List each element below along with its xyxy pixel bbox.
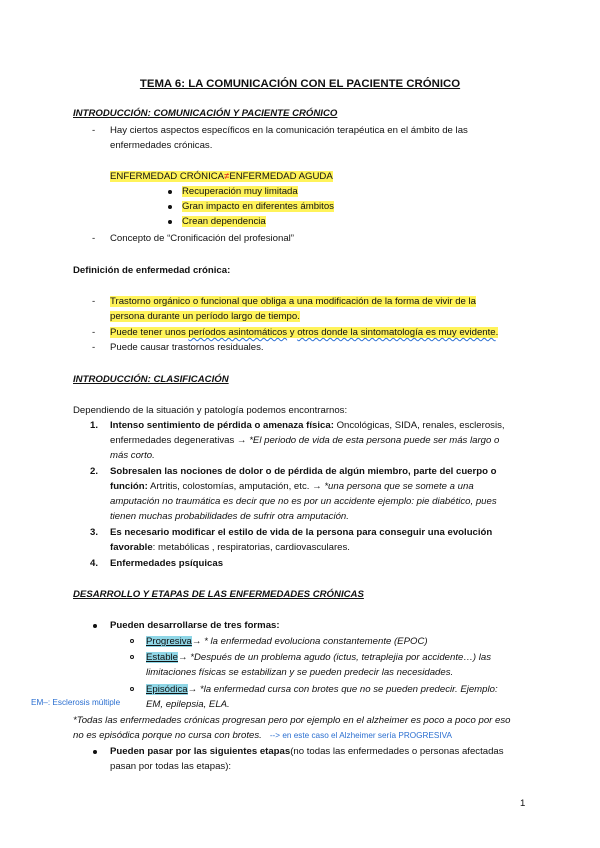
definition-item: Puede causar trastornos residuales.	[110, 342, 264, 353]
list-number: 3.	[90, 527, 99, 538]
dash-bullet: -	[92, 327, 96, 338]
section-heading-intro-communication: INTRODUCCIÓN: COMUNICACIÓN Y PACIENTE CRÓNICO	[73, 108, 338, 119]
development-item: Pueden pasar por las siguientes etapas(no todas las enfermedades o personas afectadas	[110, 746, 504, 757]
section-heading-definition: Definición de enfermedad crónica:	[73, 265, 231, 276]
classification-lead: Dependiendo de la situación y patología podemos encontrarnos:	[73, 405, 348, 416]
development-item: Pueden desarrollarse de tres formas:	[110, 620, 280, 631]
bullet-dot	[93, 750, 97, 754]
classification-item: Enfermedades psíquicas	[110, 558, 224, 569]
list-item: Recuperación muy limitada	[182, 186, 298, 197]
dash-bullet: -	[92, 342, 96, 353]
form-item-episodic-cont: EM, epilepsia, ELA.	[146, 699, 230, 710]
bullet-dot	[168, 190, 172, 194]
section-heading-development: DESARROLLO Y ETAPAS DE LAS ENFERMEDADES CRÓNICAS	[73, 589, 364, 600]
dash-bullet: -	[92, 125, 96, 136]
list-item: Crean dependencia	[182, 216, 266, 227]
definition-item: Puede tener unos períodos asintomáticos y otros donde la sintomatología es muy evidente.	[110, 327, 499, 338]
margin-annotation: EM–: Esclerosis múltiple	[31, 698, 121, 707]
page-number: 1	[520, 798, 526, 809]
list-number: 2.	[90, 466, 99, 477]
intro-paragraph-line: enfermedades crónicas.	[110, 140, 213, 151]
list-number: 4.	[90, 558, 99, 569]
circle-bullet	[130, 655, 134, 659]
bullet-dot	[168, 205, 172, 209]
classification-item: Sobresalen las nociones de dolor o de pérdida de algún miembro, parte del cuerpo o	[110, 466, 497, 477]
dash-bullet: -	[92, 296, 96, 307]
circle-bullet	[130, 639, 134, 643]
chronic-label: ENFERMEDAD CRÓNICA	[110, 171, 225, 182]
development-item: pasan por todas las etapas):	[110, 761, 232, 772]
note-line: no es episódica porque no cursa con brotes. --> en este caso el Alzheimer sería PROGRESIVA	[73, 730, 452, 741]
note-line: *Todas las enfermedades crónicas progresan pero por ejemplo en el alzheimer es poco a poco por eso	[73, 715, 511, 726]
classification-item: Intenso sentimiento de pérdida o amenaza física: Oncológicas, SIDA, renales, esclerosis,	[110, 420, 505, 431]
classification-item: favorable: metabólicas , respiratorias, cardiovasculares.	[110, 542, 350, 553]
list-number: 1.	[90, 420, 99, 431]
classification-item: amputación no traumática es decir que no es por un accidente ejemplo: pie diabético, pues	[110, 496, 497, 507]
dash-bullet: -	[92, 233, 96, 244]
classification-item: tienen muchas probabilidades de sufrir otra amputación.	[110, 511, 349, 522]
form-item-episodic: Episódica→ *la enfermedad cursa con brotes que no se pueden predecir. Ejemplo:	[146, 684, 498, 695]
circle-bullet	[130, 687, 134, 691]
acute-label: ENFERMEDAD AGUDA	[229, 171, 333, 182]
not-equal-sign: ≠	[224, 171, 230, 182]
definition-item: Trastorno orgánico o funcional que obliga a una modificación de la forma de vivir de la	[110, 296, 477, 307]
classification-item: función: Artritis, colostomías, amputación, etc. → *una persona que se somete a una	[110, 481, 474, 492]
list-item: Concepto de “Cronificación del profesional”	[110, 233, 294, 244]
form-item-progressive: Progresiva→ * la enfermedad evoluciona constantemente (EPOC)	[146, 636, 428, 647]
bullet-dot	[93, 624, 97, 628]
list-item: Gran impacto en diferentes ámbitos	[182, 201, 334, 212]
intro-paragraph-line: Hay ciertos aspectos específicos en la comunicación terapéutica en el ámbito de las	[110, 125, 468, 136]
form-item-stable: Estable→ *Después de un problema agudo (ictus, tetraplejia por accidente…) las	[146, 652, 492, 663]
definition-item: persona durante un período largo de tiempo.	[110, 311, 300, 322]
bullet-dot	[168, 220, 172, 224]
classification-item: enfermedades degenerativas → *El periodo de vida de esta persona puede ser más largo o	[110, 435, 500, 446]
section-heading-classification: INTRODUCCIÓN: CLASIFICACIÓN	[73, 374, 229, 385]
classification-item: Es necesario modificar el estilo de vida de la persona para conseguir una evolución	[110, 527, 493, 538]
form-item-stable-cont: limitaciones físicas se estabilizan y se pueden predecir las necesidades.	[146, 667, 454, 678]
classification-item: más corto.	[110, 450, 155, 461]
chronic-vs-acute-comparison	[110, 169, 333, 184]
page-title: TEMA 6: LA COMUNICACIÓN CON EL PACIENTE CRÓNICO	[139, 78, 461, 90]
